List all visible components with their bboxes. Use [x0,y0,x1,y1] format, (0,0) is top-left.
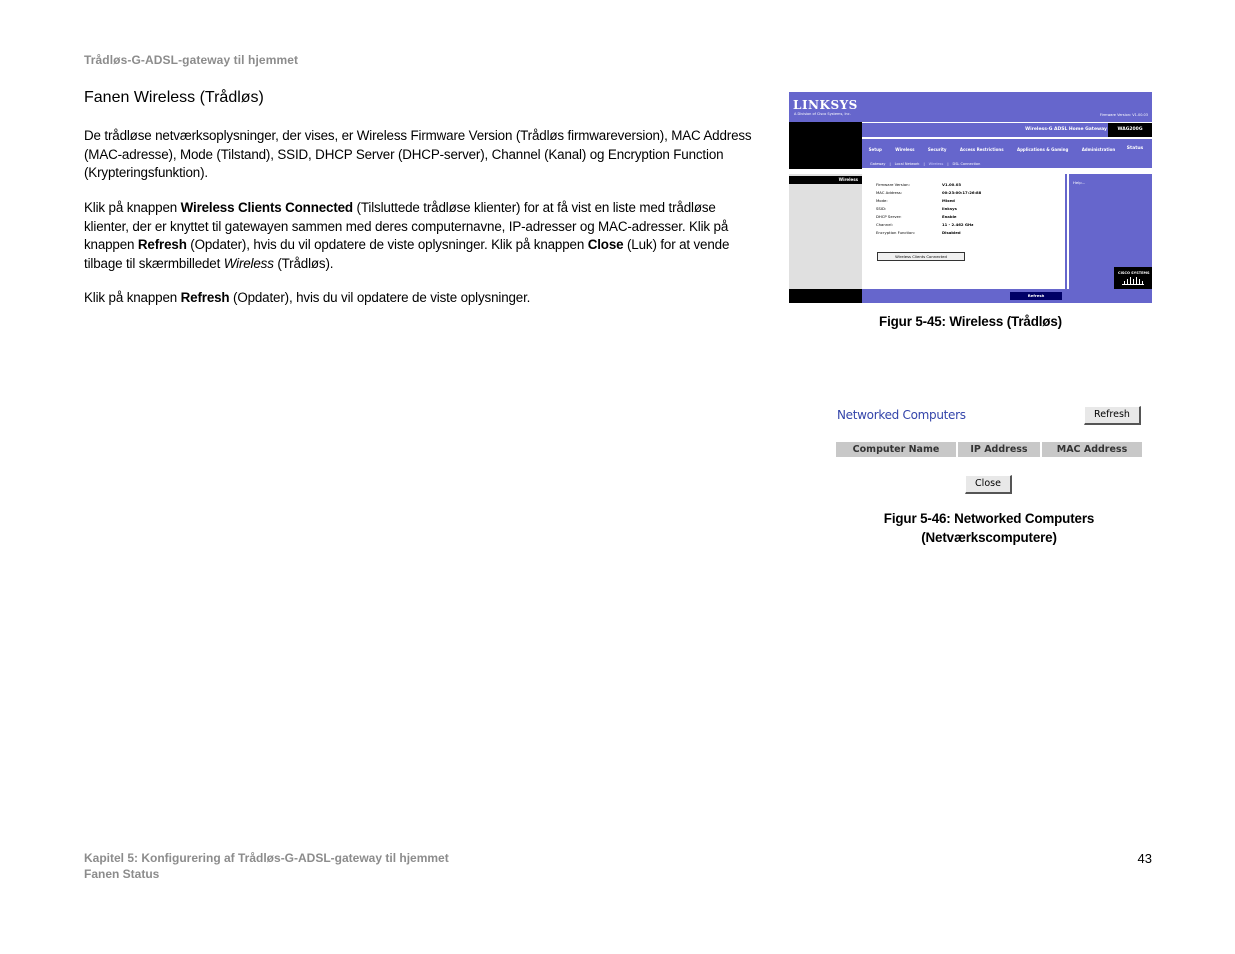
info-key: Firmware Version: [876,182,910,187]
side-label-bar [789,176,862,184]
wireless-clients-connected-button[interactable]: Wireless Clients Connected [877,252,965,261]
section-title: Fanen Wireless (Trådløs) [84,89,264,106]
main-menu [862,139,1152,159]
menu-wireless[interactable]: Wireless [895,146,915,152]
content-panel [862,174,1067,289]
figure-networked-computers [836,403,1142,495]
caption-line: (Netværkscomputere) [921,530,1057,545]
info-key: Encryption Function: [876,230,916,235]
submenu-local-network[interactable]: Local Network [894,161,920,166]
info-row [876,206,957,211]
paragraph-intro: De trådløse netværksoplysninger, der vises, er Wireless Firmware Version (Trådløs firmwareversion), MAC Address (MAC-adresse), Mode (Tilstand), SSID, DHCP Server (DHCP-server), Channel (Kanal) og Encryption Function (Krypteringsfunktion). [84,128,752,180]
page-footer [84,850,449,882]
page-number: 43 [1137,851,1152,866]
text-span: Klik på knappen [84,290,181,305]
figure-caption: Figur 5-45: Wireless (Trådløs) [879,314,1062,329]
submenu-gateway[interactable]: Gateway [870,161,886,166]
info-key: Channel: [876,222,893,227]
table-header [836,442,1142,457]
menu-access-restrictions[interactable]: Access Restrictions [959,146,1004,152]
tab-status[interactable]: Status [1118,139,1152,159]
caption-line: Figur 5-46: Networked Computers [883,511,1095,526]
submenu-separator: | [947,161,949,166]
linksys-logo: LINKSYS [793,98,858,112]
cisco-logo [1114,267,1152,289]
info-row [876,214,956,219]
info-value: 00:23:00:17:26:88 [942,190,982,195]
figure-wireless-screenshot [789,92,1152,303]
refresh-button[interactable]: Refresh [1084,406,1141,425]
footer-section: Fanen Status [84,867,160,881]
text-span: (Luk) for at vende tilbage til skærmbilledet [84,237,730,271]
refresh-button[interactable]: Refresh [1010,292,1062,300]
info-key: DHCP Server: [876,214,902,219]
header-band [789,92,1152,122]
info-value: linksys [942,206,957,211]
info-row [876,190,981,195]
bold-refresh: Refresh [137,237,187,252]
info-value: Disabled [942,230,961,235]
firmware-version-label: Firmware Version: V1.00.03 [1099,113,1148,117]
text-span: (Tilsluttede trådløse klienter) for at få vist en liste med trådløse klienter, der er knyttet til gatewayen sammen med deres computernavne, IP-adresser og MAC-adresser. Klik på knappen [84,200,729,252]
product-name: Wireless-G ADSL Home Gateway [1025,127,1107,132]
menu-security[interactable]: Security [927,146,947,152]
bold-close: Close [587,237,624,252]
info-key: Mode: [876,198,888,203]
text-span: (Opdater), hvis du vil opdatere de viste oplysninger. [229,290,531,305]
bold-wireless-clients: Wireless Clients Connected [180,200,353,215]
product-bar [862,123,1152,137]
info-row [876,230,961,235]
bold-refresh: Refresh [180,290,230,305]
sub-menu [862,159,1152,168]
submenu-separator: | [889,161,891,166]
text-span: (Trådløs). [273,255,334,271]
info-value: V1.00.03 [942,182,962,187]
section-panel [789,122,862,169]
submenu-wireless[interactable]: Wireless [928,161,944,166]
column-ip-address: IP Address [958,442,1042,457]
close-button[interactable]: Close [965,475,1012,494]
menu-administration[interactable]: Administration [1081,146,1116,152]
column-mac-address: MAC Address [1056,444,1128,455]
help-panel [1069,174,1152,289]
column-computer-name: Computer Name [836,442,958,457]
footer-chapter: Kapitel 5: Konfigurering af Trådløs-G-ADSL-gateway til hjemmet [84,851,449,865]
info-row [876,222,973,227]
submenu-separator: | [923,161,925,166]
text-span: (Opdater), hvis du vil opdatere de viste oplysninger. Klik på knappen [186,237,588,252]
paragraph-refresh [84,289,754,308]
paragraph-clients [84,199,754,273]
footer-bar [862,289,1152,303]
logo-subtitle: A Division of Cisco Systems, Inc. [794,112,851,116]
info-row [876,182,961,187]
info-key: SSID: [876,206,887,211]
cisco-text: CISCO SYSTEMS [1118,271,1150,275]
info-value: Enable [942,214,957,219]
submenu-dsl-connection[interactable]: DSL Connection [952,161,981,166]
info-key: MAC Address: [876,190,903,195]
networked-computers-title: Networked Computers [837,408,966,422]
model-name: WAG200G [1108,123,1152,137]
cisco-bridge-icon [1122,277,1144,285]
menu-setup[interactable]: Setup [868,146,882,152]
italic-wireless: Wireless [223,255,274,271]
help-link[interactable]: Help... [1073,180,1086,185]
menu-applications-gaming[interactable]: Applications & Gaming [1016,146,1069,152]
info-value: Mixed [942,198,955,203]
text-span: Klik på knappen [84,200,181,215]
running-head: Trådløs-G-ADSL-gateway til hjemmet [84,53,299,67]
footer-left [789,289,862,303]
info-value: 11 - 2.462 GHz [942,222,974,227]
figure-caption [836,509,1142,547]
info-row [876,198,955,203]
side-column [789,174,862,289]
side-label-wireless: Wireless [838,177,858,182]
